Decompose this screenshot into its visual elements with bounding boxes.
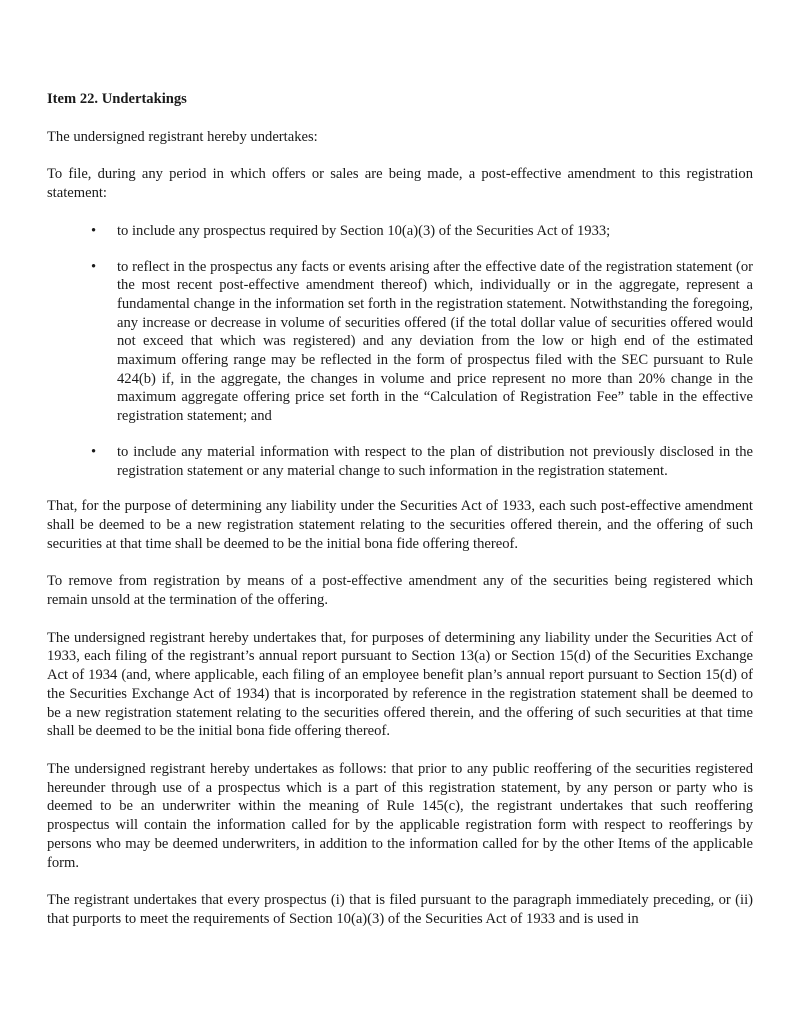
bullet-marker: •	[91, 222, 97, 239]
list-item	[47, 258, 753, 426]
bullet-marker: •	[91, 443, 97, 460]
file-amendment-paragraph: To file, during any period in which offers or sales are being made, a post-effective amendment to this registration statement:	[47, 166, 753, 202]
bullet-marker: •	[91, 258, 97, 275]
annual-report-paragraph: The undersigned registrant hereby undertakes that, for purposes of determining any liability under the Securities Act of 1933, each filing of the registrant’s annual report pursuant to Section 13(a) or Section 15(d) of the Securities Exchange Act of 1934 (and, where applicable, each filing of an employee benefit plan’s annual report pursuant to Section 15(d) of the Securities Exchange Act of 1934) that is incorporated by reference in the registration statement shall be deemed to be a new registration statement relating to the securities offered therein, and the offering of such securities at that time shall be deemed to be the initial bona fide offering thereof.	[47, 629, 753, 740]
liability-paragraph: That, for the purpose of determining any liability under the Securities Act of 1933, each such post-effective amendment shall be deemed to be a new registration statement relating to the securities offered therein, and the offering of such securities at that time shall be deemed to be the initial bona fide offering thereof.	[47, 498, 753, 552]
list-item-text: to include any material information with respect to the plan of distribution not previously disclosed in the registration statement or any material change to such information in the registration statement.	[117, 443, 753, 479]
list-item-text: to include any prospectus required by Section 10(a)(3) of the Securities Act of 1933;	[117, 222, 611, 239]
undertakings-list	[47, 222, 753, 480]
list-item	[47, 443, 753, 480]
reoffering-paragraph: The undersigned registrant hereby undertakes as follows: that prior to any public reoffering of the securities registered hereunder through use of a prospectus which is a part of this registration statement, by any person or party who is deemed to be an underwriter within the meaning of Rule 145(c), the registrant undertakes that such reoffering prospectus will contain the information called for by the applicable registration form with respect to reofferings by persons who may be deemed underwriters, in addition to the information called for by the other Items of the applicable form.	[47, 760, 753, 871]
section-heading: Item 22. Undertakings	[47, 91, 187, 107]
intro-paragraph: The undersigned registrant hereby undertakes:	[47, 128, 318, 145]
prospectus-paragraph: The registrant undertakes that every prospectus (i) that is filed pursuant to the paragraph immediately preceding, or (ii) that purports to meet the requirements of Section 10(a)(3) of the Securities Act of 1933 and is used in	[47, 892, 753, 927]
remove-registration-paragraph: To remove from registration by means of a post-effective amendment any of the securities being registered which remain unsold at the termination of the offering.	[47, 573, 753, 609]
document-page	[47, 90, 753, 948]
list-item-text: to reflect in the prospectus any facts or events arising after the effective date of the registration statement (or the most recent post-effective amendment thereof) which, individually or in the aggregate, represent a fundamental change in the information set forth in the registration statement. Notwithstanding the foregoing, any increase or decrease in volume of securities offered (if the total dollar value of securities offered would not exceed that which was registered) and any deviation from the low or high end of the estimated maximum offering range may be reflected in the form of prospectus filed with the SEC pursuant to Rule 424(b) if, in the aggregate, the changes in volume and price represent no more than 20% change in the maximum aggregate offering price set forth in the “Calculation of Registration Fee” table in the effective registration statement; and	[117, 258, 753, 425]
list-item	[47, 222, 753, 241]
